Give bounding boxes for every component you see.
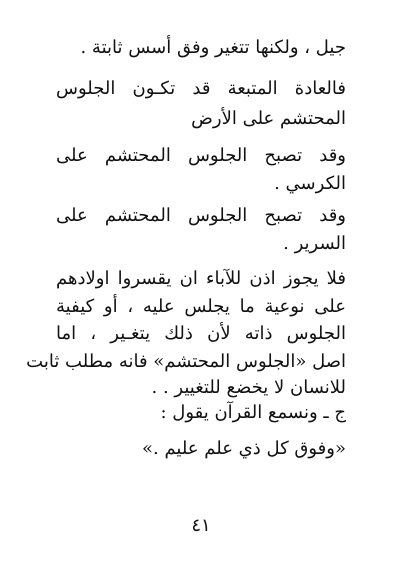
text-line-3: المحتشم على الأرض (191, 108, 346, 129)
page-number: ٤١ (191, 515, 211, 536)
text-line-11: اصل «الجلوس المحتشم» فانه مطلب ثابت (26, 351, 346, 372)
text-line-5: الكرسي . (274, 173, 346, 194)
text-line-10: الجلوس ذاته لأن ذلك يتغـير ، اما (56, 323, 346, 344)
text-line-14: «وفوق كل ذي علم عليم .» (141, 438, 346, 459)
text-line-9: على نوعية ما يجلس عليه ، أو كيفية (56, 296, 346, 317)
text-line-6: وقد تصبح الجلوس المحتشم على (56, 205, 346, 226)
text-line-8: فلا يجوز اذن للآباء ان يقسروا اولادهم (56, 268, 346, 289)
text-line-2: فالعادة المتبعة قد تكـون الجلوس (56, 78, 346, 99)
text-line-1: جيل ، ولكنها تتغير وفق أسس ثابتة . (80, 37, 346, 58)
text-line-7: السرير . (283, 233, 346, 254)
text-line-13: ج ـ ونسمع القرآن يقول : (160, 402, 346, 423)
text-line-4: وقد تصبح الجلوس المحتشم على (56, 145, 346, 166)
text-line-12: للانسان لا يخضع للتغيير . . (151, 377, 346, 398)
